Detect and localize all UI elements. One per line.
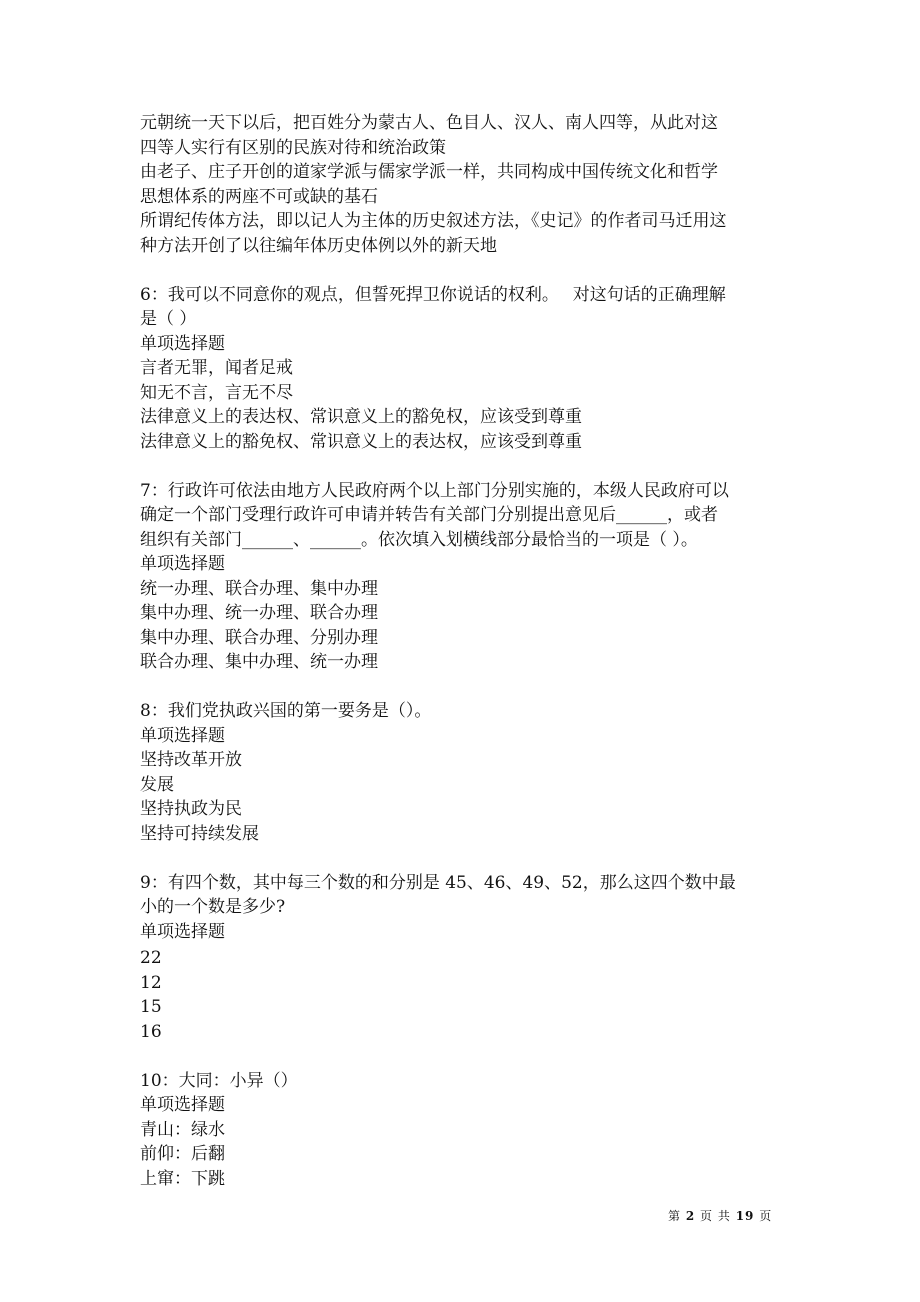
option: 统一办理、联合办理、集中办理 (140, 578, 378, 599)
question-stem: 8：我们党执政兴国的第一要务是（）。 (140, 701, 432, 721)
question-8 (140, 699, 790, 846)
question-stem: 10：大同：小异（） (140, 1070, 298, 1091)
intro-line: 由老子、庄子开创的道家学派与儒家学派一样，共同构成中国传统文化和哲学 (140, 162, 718, 182)
question-stem: 9：有四个数，其中每三个数的和分别是 45、46、49、52，那么这四个数中最 (140, 872, 736, 893)
option: 坚持执政为民 (140, 799, 242, 819)
option: 坚持可持续发展 (140, 823, 259, 844)
question-stem: 组织有关部门______、______。依次填入划横线部分最恰当的一项是（ ）。 (140, 529, 698, 550)
option: 12 (140, 972, 162, 993)
question-type: 单项选择题 (140, 725, 225, 746)
intro-line: 种方法开创了以往编年体历史体例以外的新天地 (140, 235, 497, 256)
question-stem: 是（ ） (140, 309, 197, 329)
question-type: 单项选择题 (140, 333, 225, 354)
intro-line: 元朝统一天下以后，把百姓分为蒙古人、色目人、汉人、南人四等，从此对这 (140, 113, 718, 133)
page-footer (668, 1207, 772, 1224)
question-type: 单项选择题 (140, 921, 225, 942)
footer-suffix: 页 (759, 1209, 773, 1223)
option: 15 (140, 997, 162, 1017)
option: 22 (140, 948, 162, 968)
footer-prefix: 第 (668, 1209, 682, 1223)
question-10 (140, 1069, 790, 1192)
page-number: 2 (685, 1209, 696, 1223)
option: 发展 (140, 774, 174, 795)
question-7 (140, 479, 790, 675)
question-stem: 6：我可以不同意你的观点，但誓死捍卫你说话的权利。 对这句话的正确理解 (140, 284, 726, 305)
question-9 (140, 871, 790, 1045)
question-type: 单项选择题 (140, 554, 225, 574)
option: 16 (140, 1021, 162, 1042)
option: 集中办理、联合办理、分别办理 (140, 627, 378, 648)
question-6 (140, 283, 790, 455)
option: 前仰：后翻 (140, 1144, 225, 1164)
question-stem: 小的一个数是多少? (140, 897, 286, 917)
option: 知无不言，言无不尽 (140, 382, 293, 403)
option: 集中办理、统一办理、联合办理 (140, 603, 378, 623)
option: 法律意义上的表达权、常识意义上的豁免权，应该受到尊重 (140, 407, 582, 427)
page-content (140, 111, 790, 1191)
intro-options (140, 111, 790, 258)
question-type: 单项选择题 (140, 1095, 225, 1115)
question-stem: 7：行政许可依法由地方人民政府两个以上部门分别实施的，本级人民政府可以 (140, 480, 729, 501)
option: 联合办理、集中办理、统一办理 (140, 652, 378, 672)
option: 青山：绿水 (140, 1119, 225, 1140)
option: 法律意义上的豁免权、常识意义上的表达权，应该受到尊重 (140, 431, 582, 452)
option: 坚持改革开放 (140, 750, 242, 770)
intro-line: 四等人实行有区别的民族对待和统治政策 (140, 137, 446, 158)
option: 上窜：下跳 (140, 1168, 225, 1189)
intro-line: 所谓纪传体方法，即以记人为主体的历史叙述方法，《史记》的作者司马迁用这 (140, 211, 727, 231)
option: 言者无罪，闻者足戒 (140, 358, 293, 378)
intro-line: 思想体系的两座不可或缺的基石 (140, 186, 378, 207)
footer-middle: 页 共 (700, 1209, 731, 1223)
question-stem: 确定一个部门受理行政许可申请并转告有关部门分别提出意见后______，或者 (140, 505, 718, 525)
page-total: 19 (735, 1209, 755, 1223)
